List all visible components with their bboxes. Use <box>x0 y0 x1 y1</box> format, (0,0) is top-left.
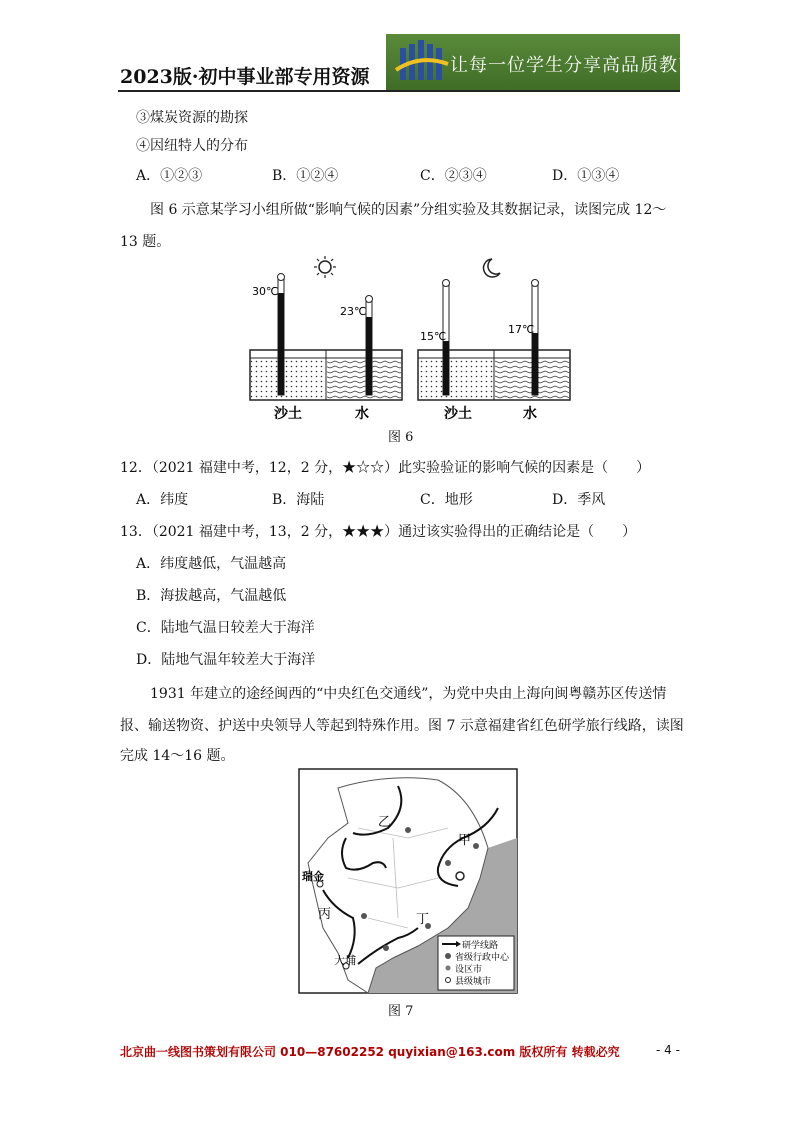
passage-line: 完成 14～16 题。 <box>120 748 235 764</box>
header-divider <box>118 90 680 92</box>
label-yi: 乙 <box>378 815 392 830</box>
answer-choice: C．②③④ <box>420 168 487 184</box>
answer-choice: B．海陆 <box>272 492 325 508</box>
answer-choice: B．海拔越高，气温越低 <box>136 588 287 604</box>
answer-choice: A．①②③ <box>136 168 203 184</box>
legend-provincial-capital: 省级行政中心 <box>455 953 510 963</box>
sand-label: 沙土 <box>444 406 472 422</box>
sand-label: 沙土 <box>274 406 302 422</box>
temp-label-water-night: 17℃ <box>508 323 535 336</box>
temp-label-sand-night: 15℃ <box>420 330 447 343</box>
legend-city: 设区市 <box>455 965 483 975</box>
answer-choice: A．纬度越低，气温越高 <box>136 556 287 572</box>
water-label: 水 <box>355 406 369 422</box>
passage-line: 1931 年建立的途经闽西的“中央红色交通线”，为党中央由上海向闽粤赣苏区传送情 <box>150 686 667 702</box>
answer-choice: A．纬度 <box>136 492 189 508</box>
question-13: 13．（2021 福建中考，13，2 分，★★★）通过该实验得出的正确结论是（ ） <box>120 524 637 540</box>
label-ding: 丁 <box>416 912 430 927</box>
sun-icon <box>314 256 336 278</box>
moon-icon <box>484 259 500 277</box>
label-dapu: 大埔 <box>334 954 356 967</box>
question-12: 12．（2021 福建中考，12，2 分，★☆☆）此实验验证的影响气候的因素是（ ） <box>120 460 651 476</box>
figure-7-fujian-map <box>298 768 518 994</box>
option-line: ③煤炭资源的勘探 <box>136 110 248 126</box>
label-bing: 丙 <box>318 907 332 922</box>
legend-county: 县级城市 <box>455 977 492 987</box>
question-intro: 图 6 示意某学习小组所做“影响气候的因素”分组实验及其数据记录，读图完成 12～ <box>150 202 667 218</box>
answer-choice: D．陆地气温年较差大于海洋 <box>136 652 316 668</box>
header-title: 2023版·初中事业部专用资源 <box>120 66 370 88</box>
figure-caption: 图 6 <box>388 430 414 445</box>
figure-caption: 图 7 <box>388 1004 414 1019</box>
answer-choice: C．陆地气温日较差大于海洋 <box>136 620 315 636</box>
page-number: - 4 - <box>656 1043 680 1057</box>
brand-slogan: 让每一位学生分享高品质教育 <box>450 55 697 76</box>
map-legend <box>438 936 514 990</box>
answer-choice: C．地形 <box>420 492 473 508</box>
answer-choice: D．季风 <box>552 492 606 508</box>
figure-6-experiment <box>240 255 580 425</box>
option-line: ④因纽特人的分布 <box>136 138 248 154</box>
question-intro: 13 题。 <box>120 234 171 250</box>
logo-bars-icon <box>392 34 452 90</box>
label-jia: 甲 <box>458 833 472 848</box>
answer-choice: D．①③④ <box>552 168 620 184</box>
temp-label-sand-day: 30℃ <box>252 285 279 298</box>
footer-copyright: 北京曲一线图书策划有限公司 010—87602252 quyixian@163.com 版权所有 转载必究 <box>120 1045 620 1059</box>
temp-label-water-day: 23℃ <box>340 305 367 318</box>
answer-choice: B．①②④ <box>272 168 339 184</box>
passage-line: 报、输送物资、护送中央领导人等起到特殊作用。图 7 示意福建省红色研学旅行线路，读图 <box>120 718 684 734</box>
label-ruijin: 瑞金 <box>302 870 324 883</box>
water-label: 水 <box>523 406 537 422</box>
legend-route: 研学线路 <box>462 941 499 951</box>
